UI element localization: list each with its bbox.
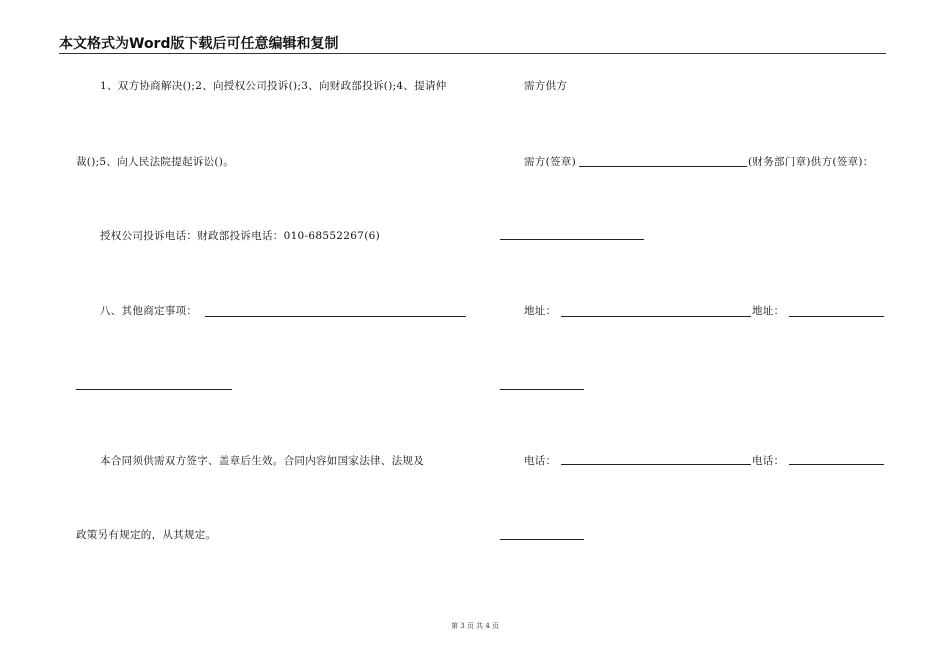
- contract-effect-line-1: 本合同须供需双方签字、盖章后生效。合同内容如国家法律、法规及: [100, 455, 424, 467]
- page-number: 第 3 页 共 4 页: [450, 622, 500, 630]
- supplier-signature-blank[interactable]: [500, 239, 644, 240]
- supplier-address-blank[interactable]: [789, 316, 884, 317]
- buyer-phone-blank[interactable]: [561, 464, 751, 465]
- finance-seal-supplier-signature-label: (财务部门章)供方(签章)：: [748, 156, 874, 168]
- other-matters-blank-2[interactable]: [76, 389, 232, 390]
- other-matters-blank-1[interactable]: [205, 316, 466, 317]
- supplier-phone-blank[interactable]: [789, 464, 884, 465]
- dispute-resolution-line-2: 裁();5、向人民法院提起诉讼()。: [76, 156, 235, 168]
- buyer-phone-label: 电话：: [524, 455, 557, 467]
- other-matters-label: 八、其他商定事项：: [100, 305, 198, 317]
- contract-effect-line-2: 政策另有规定的，从其规定。: [76, 529, 217, 541]
- buyer-signature-blank[interactable]: [579, 166, 747, 167]
- supplier-phone-label: 电话：: [752, 455, 785, 467]
- buyer-address-label: 地址：: [524, 305, 557, 317]
- complaint-phone-line: 授权公司投诉电话：财政部投诉电话：010-68552267(6): [100, 230, 381, 242]
- supplier-address-blank-continued[interactable]: [500, 389, 584, 390]
- parties-heading: 需方供方: [524, 80, 568, 92]
- buyer-address-blank[interactable]: [561, 316, 751, 317]
- supplier-address-label: 地址：: [752, 305, 785, 317]
- supplier-phone-blank-continued[interactable]: [500, 539, 584, 540]
- buyer-signature-label: 需方(签章): [524, 156, 576, 168]
- dispute-resolution-line-1: 1、双方协商解决();2、向授权公司投诉();3、向财政部投诉();4、提请仲: [100, 80, 447, 92]
- document-header-title: 本文格式为Word版下载后可任意编辑和复制: [59, 36, 339, 52]
- header-divider: [59, 53, 886, 54]
